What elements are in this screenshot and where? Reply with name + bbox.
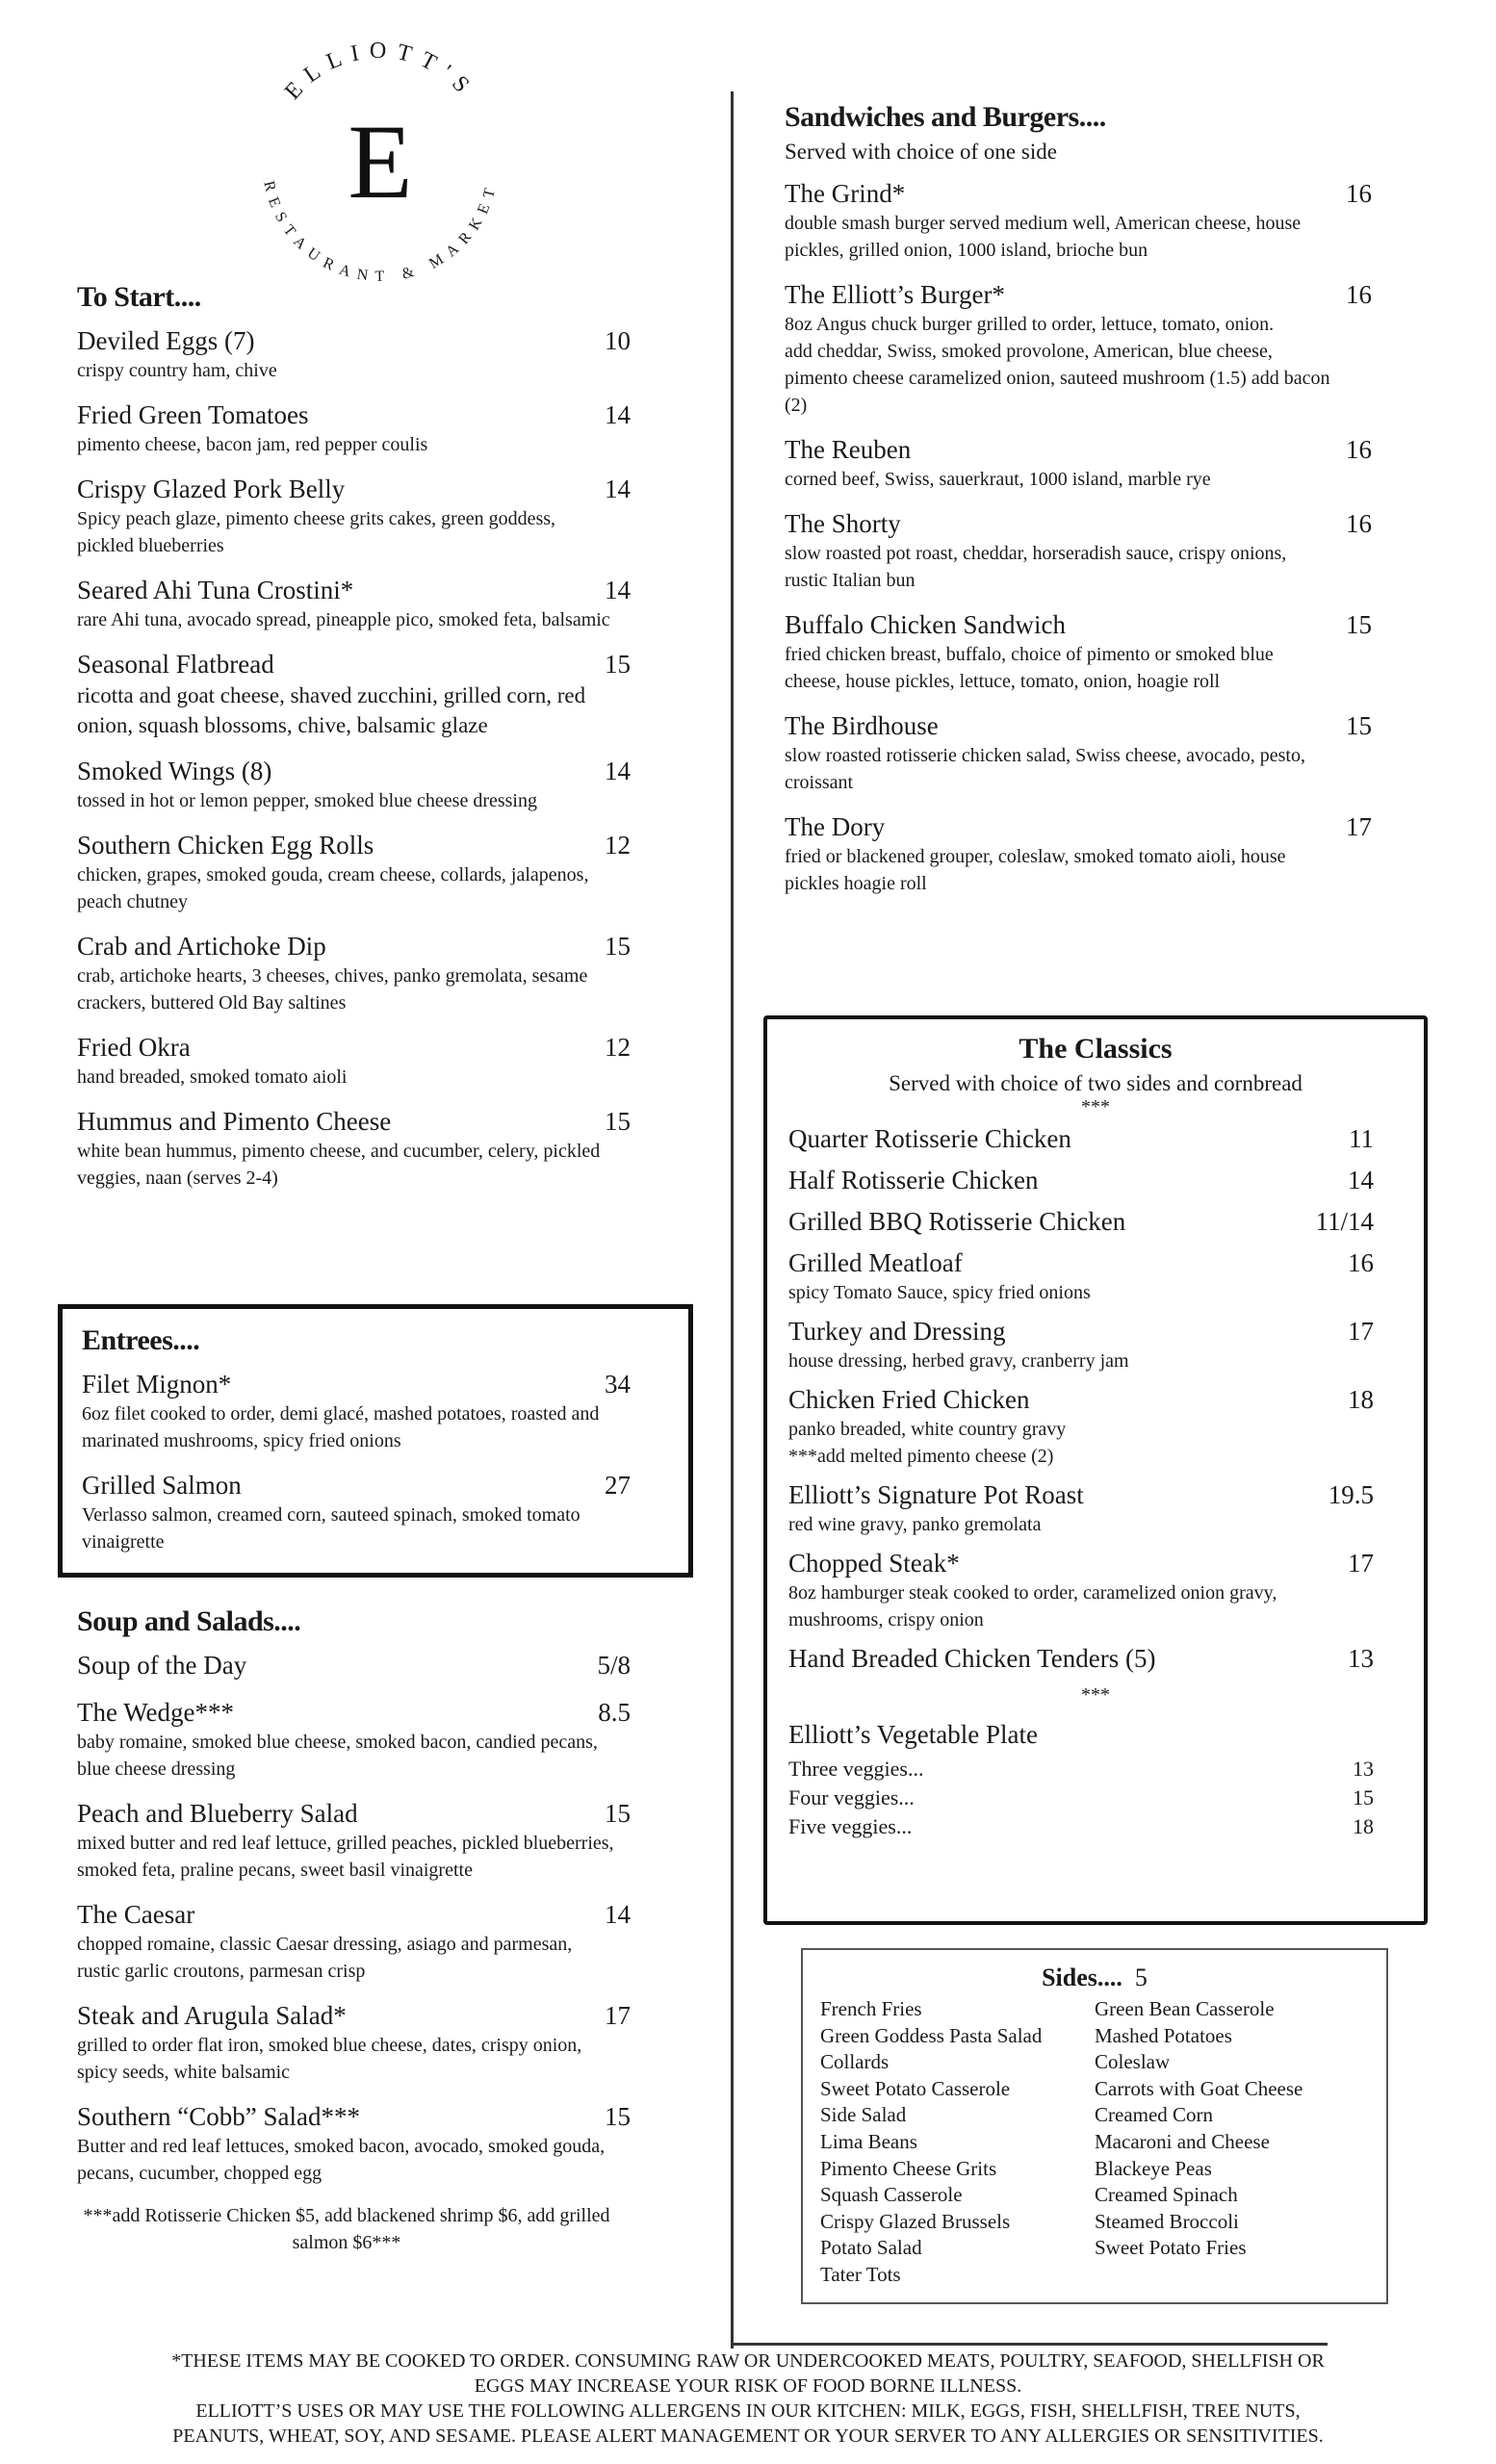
restaurant-logo <box>245 29 515 298</box>
side-item: Creamed Corn <box>1095 2103 1214 2127</box>
side-item: Blackeye Peas <box>1095 2156 1212 2180</box>
menu-item-name: Deviled Eggs (7) <box>77 326 255 355</box>
side-item: Tater Tots <box>820 2262 901 2286</box>
menu-item <box>77 575 655 633</box>
menu-item <box>77 399 655 458</box>
menu-item-description: baby romaine, smoked blue cheese, smoked bacon, candied pecans, blue cheese dressing <box>77 1732 598 1780</box>
menu-item <box>77 2000 655 2086</box>
sandwiches-subtitle: Served with choice of one side <box>785 140 1057 164</box>
menu-item-name: Quarter Rotisserie Chicken <box>788 1124 1071 1153</box>
menu-item-price: 14 <box>605 400 631 429</box>
footer-line-1: *THESE ITEMS MAY BE COOKED TO ORDER. CONSUMING RAW OR UNDERCOOKED MEATS, POULTRY, SEAFOOD, SHELLFISH OR <box>171 2350 1325 2372</box>
menu-item-name: Hummus and Pimento Cheese <box>77 1107 392 1136</box>
menu-item-price: 15 <box>605 1799 631 1828</box>
entrees-box <box>58 1304 693 1578</box>
classics-stars-2: *** <box>1081 1684 1110 1706</box>
side-item: Mashed Potatoes <box>1095 2023 1232 2047</box>
vegetable-plate-option-label: Three veggies... <box>788 1757 924 1781</box>
menu-item-price: 13 <box>1348 1644 1374 1673</box>
menu-item-price: 14 <box>605 475 631 503</box>
menu-item-name: Peach and Blueberry Salad <box>77 1799 358 1828</box>
menu-item-name: Grilled BBQ Rotisserie Chicken <box>788 1207 1126 1236</box>
menu-item-price: 14 <box>605 1900 631 1929</box>
menu-item-description: slow roasted pot roast, cheddar, horseradish sauce, crispy onions, rustic Italian bun <box>785 543 1287 591</box>
menu-item-price: 18 <box>1348 1385 1374 1414</box>
logo-arc-top: ELLIOTT'S <box>279 38 481 105</box>
menu-item-description: crab, artichoke hearts, 3 cheeses, chives, panko gremolata, sesame crackers, buttered Old Bay saltines <box>77 965 588 1014</box>
circular-monogram-logo-icon <box>245 29 515 298</box>
column-divider <box>731 91 734 2348</box>
menu-item-name: Smoked Wings (8) <box>77 757 272 785</box>
menu-item <box>788 1165 1403 1196</box>
vegetable-plate-option-label: Five veggies... <box>788 1814 913 1838</box>
menu-item-name: Elliott’s Signature Pot Roast <box>788 1480 1084 1509</box>
menu-item-price: 16 <box>1346 435 1372 464</box>
menu-item-name: Buffalo Chicken Sandwich <box>785 610 1066 639</box>
vegetable-plate-options <box>788 1755 1403 1841</box>
menu-item-description: red wine gravy, panko gremolata <box>788 1514 1042 1535</box>
menu-item <box>785 434 1372 493</box>
menu-item <box>82 1470 669 1555</box>
menu-item-price: 5/8 <box>597 1651 631 1680</box>
menu-item-name: Chicken Fried Chicken <box>788 1385 1030 1414</box>
menu-item-description-extra: add cheddar, Swiss, smoked provolone, American, blue cheese, pimento cheese caramelized onion, sauteed mushroom (1.5) add bacon (2) <box>785 341 1330 416</box>
menu-item-description: 6oz filet cooked to order, demi glacé, mashed potatoes, roasted and marinated mushrooms, spicy fried onions <box>82 1403 600 1451</box>
menu-item-price: 15 <box>605 650 631 679</box>
side-item: Squash Casserole <box>820 2183 963 2207</box>
menu-item-price: 27 <box>605 1471 631 1500</box>
menu-item-name: Turkey and Dressing <box>788 1317 1006 1346</box>
side-item: Collards <box>820 2050 890 2074</box>
menu-item-description: hand breaded, smoked tomato aioli <box>77 1066 348 1088</box>
menu-item-name: Filet Mignon* <box>82 1370 232 1399</box>
side-item: Potato Salad <box>820 2236 922 2260</box>
menu-item <box>77 1106 655 1192</box>
vegetable-plate <box>788 1719 1403 1751</box>
vegetable-plate-option <box>788 1784 1403 1812</box>
menu-item-description: pimento cheese, bacon jam, red pepper coulis <box>77 434 428 455</box>
menu-item-name: The Birdhouse <box>785 711 939 740</box>
footer-line-4: PEANUTS, WHEAT, SOY, AND SESAME. PLEASE ALERT MANAGEMENT OR YOUR SERVER TO ANY ALLERGIES OR SENSITIVITIES. <box>172 2426 1324 2447</box>
menu-item-name: Fried Okra <box>77 1033 191 1062</box>
allergen-footer <box>39 2348 1457 2449</box>
menu-item-description: corned beef, Swiss, sauerkraut, 1000 island, marble rye <box>785 469 1211 490</box>
menu-item-price: 12 <box>605 831 631 860</box>
menu-item <box>77 1798 655 1884</box>
menu-item-name: Soup of the Day <box>77 1651 247 1680</box>
menu-item <box>788 1206 1403 1238</box>
menu-item-name: Seasonal Flatbread <box>77 650 274 679</box>
menu-item-name: The Elliott’s Burger* <box>785 280 1005 309</box>
menu-item <box>788 1123 1403 1155</box>
classics-title: The Classics <box>1019 1033 1173 1065</box>
menu-item-description: panko breaded, white country gravy <box>788 1419 1067 1440</box>
menu-item-price: 11/14 <box>1315 1207 1374 1236</box>
menu-item-name: Steak and Arugula Salad* <box>77 2001 347 2030</box>
menu-item-price: 17 <box>605 2001 631 2030</box>
menu-item <box>77 1899 655 1985</box>
menu-item-price: 8.5 <box>598 1698 631 1727</box>
menu-item-name: The Reuben <box>785 435 912 464</box>
menu-item-name: The Grind* <box>785 179 906 208</box>
menu-item-description: 8oz hamburger steak cooked to order, caramelized onion gravy, mushrooms, crispy onion <box>788 1582 1277 1630</box>
vegetable-plate-option-price: 18 <box>1353 1814 1374 1838</box>
soups-section <box>77 1605 655 2256</box>
sides-title: Sides.... <box>1042 1964 1122 1991</box>
menu-item-name: The Wedge*** <box>77 1698 235 1727</box>
menu-item <box>785 508 1372 594</box>
sides-price: 5 <box>1134 1964 1148 1991</box>
menu-item-description: grilled to order flat iron, smoked blue cheese, dates, crispy onion, spicy seeds, white balsamic <box>77 2035 582 2083</box>
menu-item-description: house dressing, herbed gravy, cranberry jam <box>788 1350 1129 1372</box>
menu-item <box>77 1650 655 1681</box>
side-item: Sweet Potato Fries <box>1095 2236 1247 2260</box>
menu-item-description: tossed in hot or lemon pepper, smoked blue cheese dressing <box>77 790 537 811</box>
menu-item <box>788 1479 1403 1538</box>
sandwiches-list <box>785 178 1372 897</box>
menu-item-price: 10 <box>605 326 631 355</box>
menu-item-description: rare Ahi tuna, avocado spread, pineapple pico, smoked feta, balsamic <box>77 609 610 630</box>
menu-item-price: 14 <box>605 576 631 604</box>
menu-item-name: Half Rotisserie Chicken <box>788 1166 1039 1194</box>
menu-item-description: slow roasted rotisserie chicken salad, Swiss cheese, avocado, pesto, croissant <box>785 745 1305 793</box>
side-item: Sweet Potato Casserole <box>820 2076 1011 2100</box>
classics-subtitle: Served with choice of two sides and cornbread <box>889 1071 1303 1095</box>
menu-item-name: Crab and Artichoke Dip <box>77 932 326 961</box>
menu-item-price: 11 <box>1349 1124 1374 1153</box>
menu-item <box>785 279 1372 419</box>
soups-list <box>77 1650 655 2187</box>
menu-item <box>77 756 655 814</box>
menu-item-name: Grilled Salmon <box>82 1471 242 1500</box>
menu-item <box>82 1369 669 1454</box>
menu-item <box>788 1247 1403 1306</box>
footer-line-2: EGGS MAY INCREASE YOUR RISK OF FOOD BORNE ILLNESS. <box>474 2375 1022 2397</box>
soups-add-on-note: ***add Rotisserie Chicken $5, add blackened shrimp $6, add grilled salmon $6*** <box>83 2205 610 2253</box>
side-item: Carrots with Goat Cheese <box>1095 2076 1303 2100</box>
logo-arc-bottom: RESTAURANT & MARKET <box>260 179 501 286</box>
menu-item-description: crispy country ham, chive <box>77 360 277 381</box>
menu-item-price: 16 <box>1346 179 1372 208</box>
to-start-title: To Start.... <box>77 281 201 313</box>
menu-item <box>788 1316 1403 1374</box>
menu-item-price: 34 <box>605 1370 631 1399</box>
side-item: Macaroni and Cheese <box>1095 2129 1270 2153</box>
side-item: Crispy Glazed Brussels <box>820 2209 1011 2233</box>
classics-list <box>788 1123 1403 1675</box>
side-item: Side Salad <box>820 2103 907 2127</box>
side-item: French Fries <box>820 1997 922 2020</box>
menu-item <box>788 1548 1403 1633</box>
menu-item-name: The Shorty <box>785 509 901 538</box>
side-item: Green Goddess Pasta Salad <box>820 2023 1043 2047</box>
menu-item-price: 14 <box>1348 1166 1374 1194</box>
sides-header <box>820 1964 1369 1992</box>
vegetable-plate-title: Elliott’s Vegetable Plate <box>788 1720 1038 1749</box>
sides-column-1 <box>820 1996 1095 2289</box>
menu-item-description: mixed butter and red leaf lettuce, grilled peaches, pickled blueberries, smoked feta, praline pecans, sweet basil vinaigrette <box>77 1833 614 1881</box>
soups-title: Soup and Salads.... <box>77 1605 301 1637</box>
sandwiches-section <box>785 101 1372 912</box>
menu-item-name: Crispy Glazed Pork Belly <box>77 475 346 503</box>
menu-item <box>77 830 655 915</box>
vegetable-plate-option-price: 13 <box>1353 1757 1374 1781</box>
menu-item <box>77 1697 655 1783</box>
sides-column-2 <box>1095 1996 1369 2289</box>
menu-item-price: 15 <box>605 1107 631 1136</box>
menu-item-price: 15 <box>605 2102 631 2131</box>
menu-item-price: 19.5 <box>1328 1480 1374 1509</box>
menu-item-price: 17 <box>1346 812 1372 841</box>
menu-item-name: Hand Breaded Chicken Tenders (5) <box>788 1644 1156 1673</box>
menu-item-description: ricotta and goat cheese, shaved zucchini, grilled corn, red onion, squash blossoms, chive, balsamic glaze <box>77 683 586 737</box>
menu-item-description: Butter and red leaf lettuces, smoked bacon, avocado, smoked gouda, pecans, cucumber, chopped egg <box>77 2136 606 2184</box>
menu-item <box>77 931 655 1016</box>
menu-item <box>77 474 655 559</box>
vegetable-plate-option <box>788 1755 1403 1784</box>
menu-item-price: 17 <box>1348 1549 1374 1578</box>
menu-item-name: Southern Chicken Egg Rolls <box>77 831 374 860</box>
menu-item <box>77 325 655 384</box>
menu-item <box>785 609 1372 695</box>
side-item: Lima Beans <box>820 2129 917 2153</box>
menu-item-description: Spicy peach glaze, pimento cheese grits cakes, green goddess, pickled blueberries <box>77 508 556 556</box>
side-item: Creamed Spinach <box>1095 2183 1238 2207</box>
menu-item-name: The Caesar <box>77 1900 195 1929</box>
vegetable-plate-option-label: Four veggies... <box>788 1785 915 1810</box>
menu-item-description: fried chicken breast, buffalo, choice of pimento or smoked blue cheese, house pickles, lettuce, tomato, onion, hoagie roll <box>785 644 1274 692</box>
classics-header <box>788 1033 1403 1096</box>
menu-item-price: 12 <box>605 1033 631 1062</box>
menu-item-description: spicy Tomato Sauce, spicy fried onions <box>788 1282 1091 1303</box>
menu-item-description: chicken, grapes, smoked gouda, cream cheese, collards, jalapenos, peach chutney <box>77 864 589 912</box>
menu-item-description: Verlasso salmon, creamed corn, sauteed spinach, smoked tomato vinaigrette <box>82 1504 580 1553</box>
vegetable-plate-option <box>788 1812 1403 1841</box>
menu-item-description: double smash burger served medium well, American cheese, house pickles, grilled onion, 1000 island, brioche bun <box>785 213 1302 261</box>
menu-item <box>77 2101 655 2187</box>
side-item: Coleslaw <box>1095 2050 1171 2074</box>
entrees-list <box>82 1369 669 1555</box>
classics-stars: *** <box>1081 1096 1110 1117</box>
menu-item-price: 16 <box>1346 280 1372 309</box>
menu-item-price: 16 <box>1346 509 1372 538</box>
svg-text:ELLIOTT'S <box>280 38 480 105</box>
sandwiches-title: Sandwiches and Burgers.... <box>785 101 1106 133</box>
menu-item <box>788 1384 1403 1470</box>
menu-item <box>785 811 1372 897</box>
classics-box <box>763 1015 1428 1925</box>
menu-item-price: 15 <box>605 932 631 961</box>
footer-divider <box>731 2343 1328 2346</box>
menu-item <box>788 1643 1403 1675</box>
side-item: Green Bean Casserole <box>1095 1997 1275 2020</box>
sides-box <box>801 1948 1388 2304</box>
entrees-title: Entrees.... <box>82 1324 200 1356</box>
menu-item-description: white bean hummus, pimento cheese, and cucumber, celery, pickled veggies, naan (serves 2-4) <box>77 1141 601 1189</box>
menu-item <box>785 710 1372 796</box>
menu-item-description: chopped romaine, classic Caesar dressing, asiago and parmesan, rustic garlic croutons, parmesan crisp <box>77 1934 573 1982</box>
menu-item-price: 14 <box>605 757 631 785</box>
to-start-list <box>77 325 655 1192</box>
menu-item-description-extra: ***add melted pimento cheese (2) <box>788 1446 1054 1467</box>
menu-item-name: Grilled Meatloaf <box>788 1248 963 1277</box>
menu-item-description: 8oz Angus chuck burger grilled to order, lettuce, tomato, onion. <box>785 314 1275 335</box>
menu-item-name: Southern “Cobb” Salad*** <box>77 2102 360 2131</box>
vegetable-plate-option-price: 15 <box>1353 1785 1374 1810</box>
menu-item-price: 17 <box>1348 1317 1374 1346</box>
menu-item-name: The Dory <box>785 812 886 841</box>
menu-item-price: 16 <box>1348 1248 1374 1277</box>
footer-line-3: ELLIOTT’S USES OR MAY USE THE FOLLOWING ALLERGENS IN OUR KITCHEN: MILK, EGGS, FISH, SHELLFISH, TREE NUTS, <box>195 2400 1301 2422</box>
logo-letter: E <box>348 103 413 220</box>
menu-item <box>77 649 655 740</box>
menu-item <box>785 178 1372 264</box>
menu-item-name: Seared Ahi Tuna Crostini* <box>77 576 354 604</box>
menu-item-description: fried or blackened grouper, coleslaw, smoked tomato aioli, house pickles hoagie roll <box>785 846 1286 894</box>
side-item: Pimento Cheese Grits <box>820 2156 997 2180</box>
side-item: Steamed Broccoli <box>1095 2209 1239 2233</box>
sides-columns <box>820 1996 1369 2289</box>
menu-item-name: Fried Green Tomatoes <box>77 400 309 429</box>
menu-item-price: 15 <box>1346 711 1372 740</box>
to-start-section <box>77 281 655 1207</box>
menu-item-name: Chopped Steak* <box>788 1549 960 1578</box>
menu-item-price: 15 <box>1346 610 1372 639</box>
menu-item <box>77 1032 655 1091</box>
